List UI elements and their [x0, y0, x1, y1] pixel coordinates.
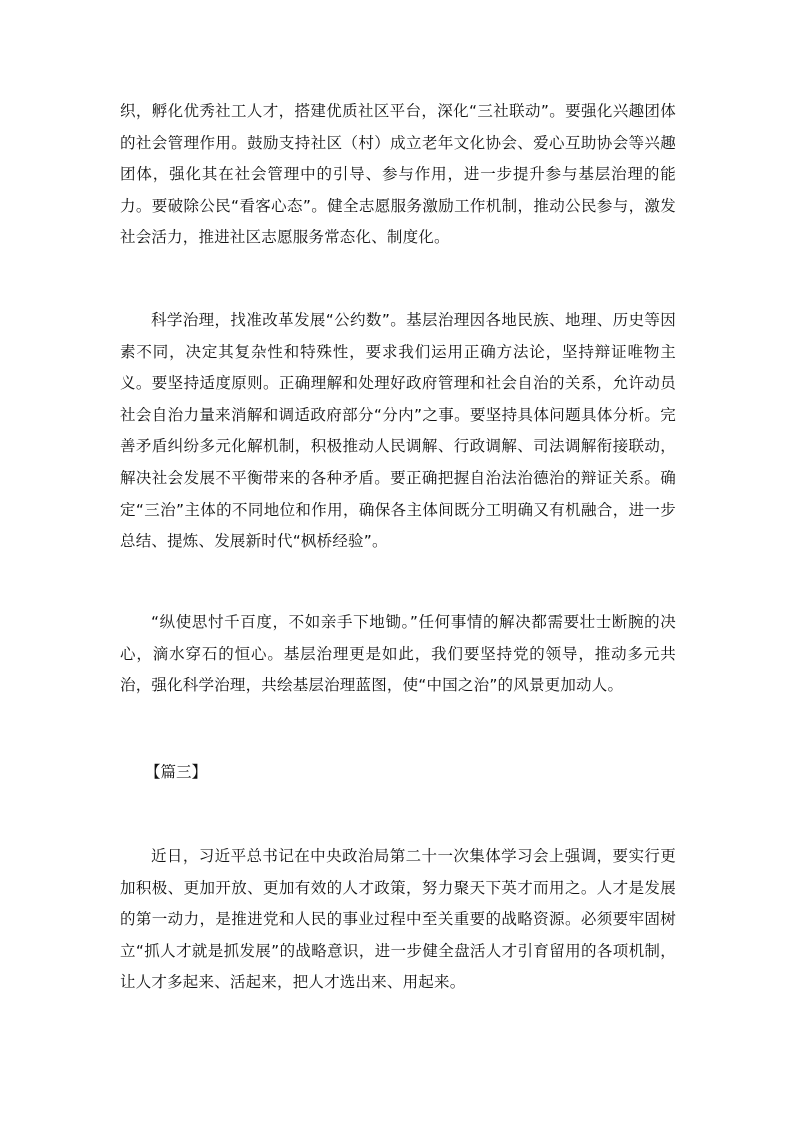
paragraph-conclusion: “纵使思忖千百度，不如亲手下地锄。”任何事情的解决都需要壮士断腕的决心，滴水穿石的恒心。基层治理更是如此，我们要坚持党的领导，推动多元共治，强化科学治理，共绘基层治理蓝图，使“中国之治”的风景更加动人。: [120, 613, 676, 695]
paragraph-scientific-governance: 科学治理，找准改革发展“公约数”。基层治理因各地民族、地理、历史等因素不同，决定其复杂性和特殊性，要求我们运用正确方法论，坚持辩证唯物主义。要坚持适度原则。正确理解和处理好政府管理和社会自治的关系，允许动员社会自治力量来消解和调适政府部分“分内”之事。要坚持具体问题具体分析。完善矛盾纠纷多元化解机制，积极推动人民调解、行政调解、司法调解衔接联动，解决社会发展不平衡带来的各种矛盾。要正确把握自治法治德治的辩证关系。确定“三治”主体的不同地位和作用，确保各主体间既分工明确又有机融合，进一步总结、提炼、发展新时代“枫桥经验”。: [120, 311, 676, 551]
section-heading: 【篇三】: [145, 763, 208, 781]
paragraph-continued: 织，孵化优秀社工人才，搭建优质社区平台，深化“三社联动”。要强化兴趣团体的社会管理作用。鼓励支持社区（村）成立老年文化协会、爱心互助协会等兴趣团体，强化其在社会管理中的引导、参与作用，进一步提升参与基层治理的能力。要破除公民“看客心态”。健全志愿服务激励工作机制，推动公民参与，激发社会活力，推进社区志愿服务常态化、制度化。: [120, 102, 676, 247]
paragraph-talent-policy: 近日，习近平总书记在中央政治局第二十一次集体学习会上强调，要实行更加积极、更加开放、更加有效的人才政策，努力聚天下英才而用之。人才是发展的第一动力，是推进党和人民的事业过程中至关重要的战略资源。必须要牢固树立“抓人才就是抓发展”的战略意识，进一步健全盘活人才引育留用的各项机制，让人才多起来、活起来，把人才选出来、用起来。: [120, 847, 676, 992]
